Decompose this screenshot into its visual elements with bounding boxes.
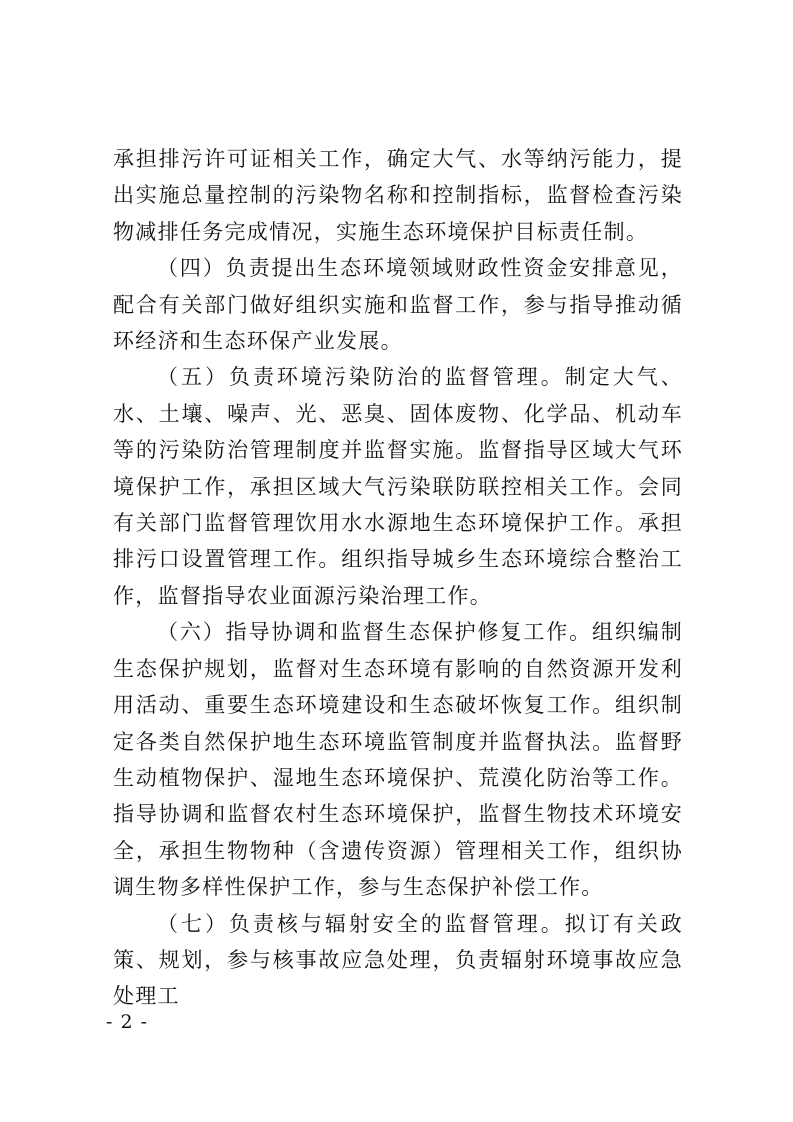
body-text xyxy=(113,141,683,1015)
paragraph-item-5: （五）负责环境污染防治的监督管理。制定大气、水、土壤、噪声、光、恶臭、固体废物、化学品、机动车等的污染防治管理制度并监督实施。监督指导区域大气环境保护工作，承担区域大气污染联防联控相关工作。会同有关部门监督管理饮用水水源地生态环境保护工作。承担排污口设置管理工作。组织指导城乡生态环境综合整治工作，监督指导农业面源污染治理工作。 xyxy=(113,365,683,608)
paragraph-continued: 承担排污许可证相关工作，确定大气、水等纳污能力，提出实施总量控制的污染物名称和控制指标，监督检查污染物减排任务完成情况，实施生态环境保护目标责任制。 xyxy=(113,147,683,244)
paragraph-item-4: （四）负责提出生态环境领域财政性资金安排意见，配合有关部门做好组织实施和监督工作，参与指导推动循环经济和生态环保产业发展。 xyxy=(113,256,683,354)
page-number: - 2 - xyxy=(106,1011,149,1033)
paragraph-item-6: （六）指导协调和监督生态保护修复工作。组织编制生态保护规划，监督对生态环境有影响的自然资源开发利用活动、重要生态环境建设和生态破坏恢复工作。组织制定各类自然保护地生态环境监管制度并监督执法。监督野生动植物保护、湿地生态环境保护、荒漠化防治等工作。指导协调和监督农村生态环境保护，监督生物技术环境安全，承担生物物种（含遗传资源）管理相关工作，组织协调生物多样性保护工作，参与生态保护补偿工作。 xyxy=(113,620,683,900)
paragraph-item-7: （七）负责核与辐射安全的监督管理。拟订有关政策、规划，参与核事故应急处理，负责辐射环境事故应急处理工 xyxy=(113,911,683,1009)
